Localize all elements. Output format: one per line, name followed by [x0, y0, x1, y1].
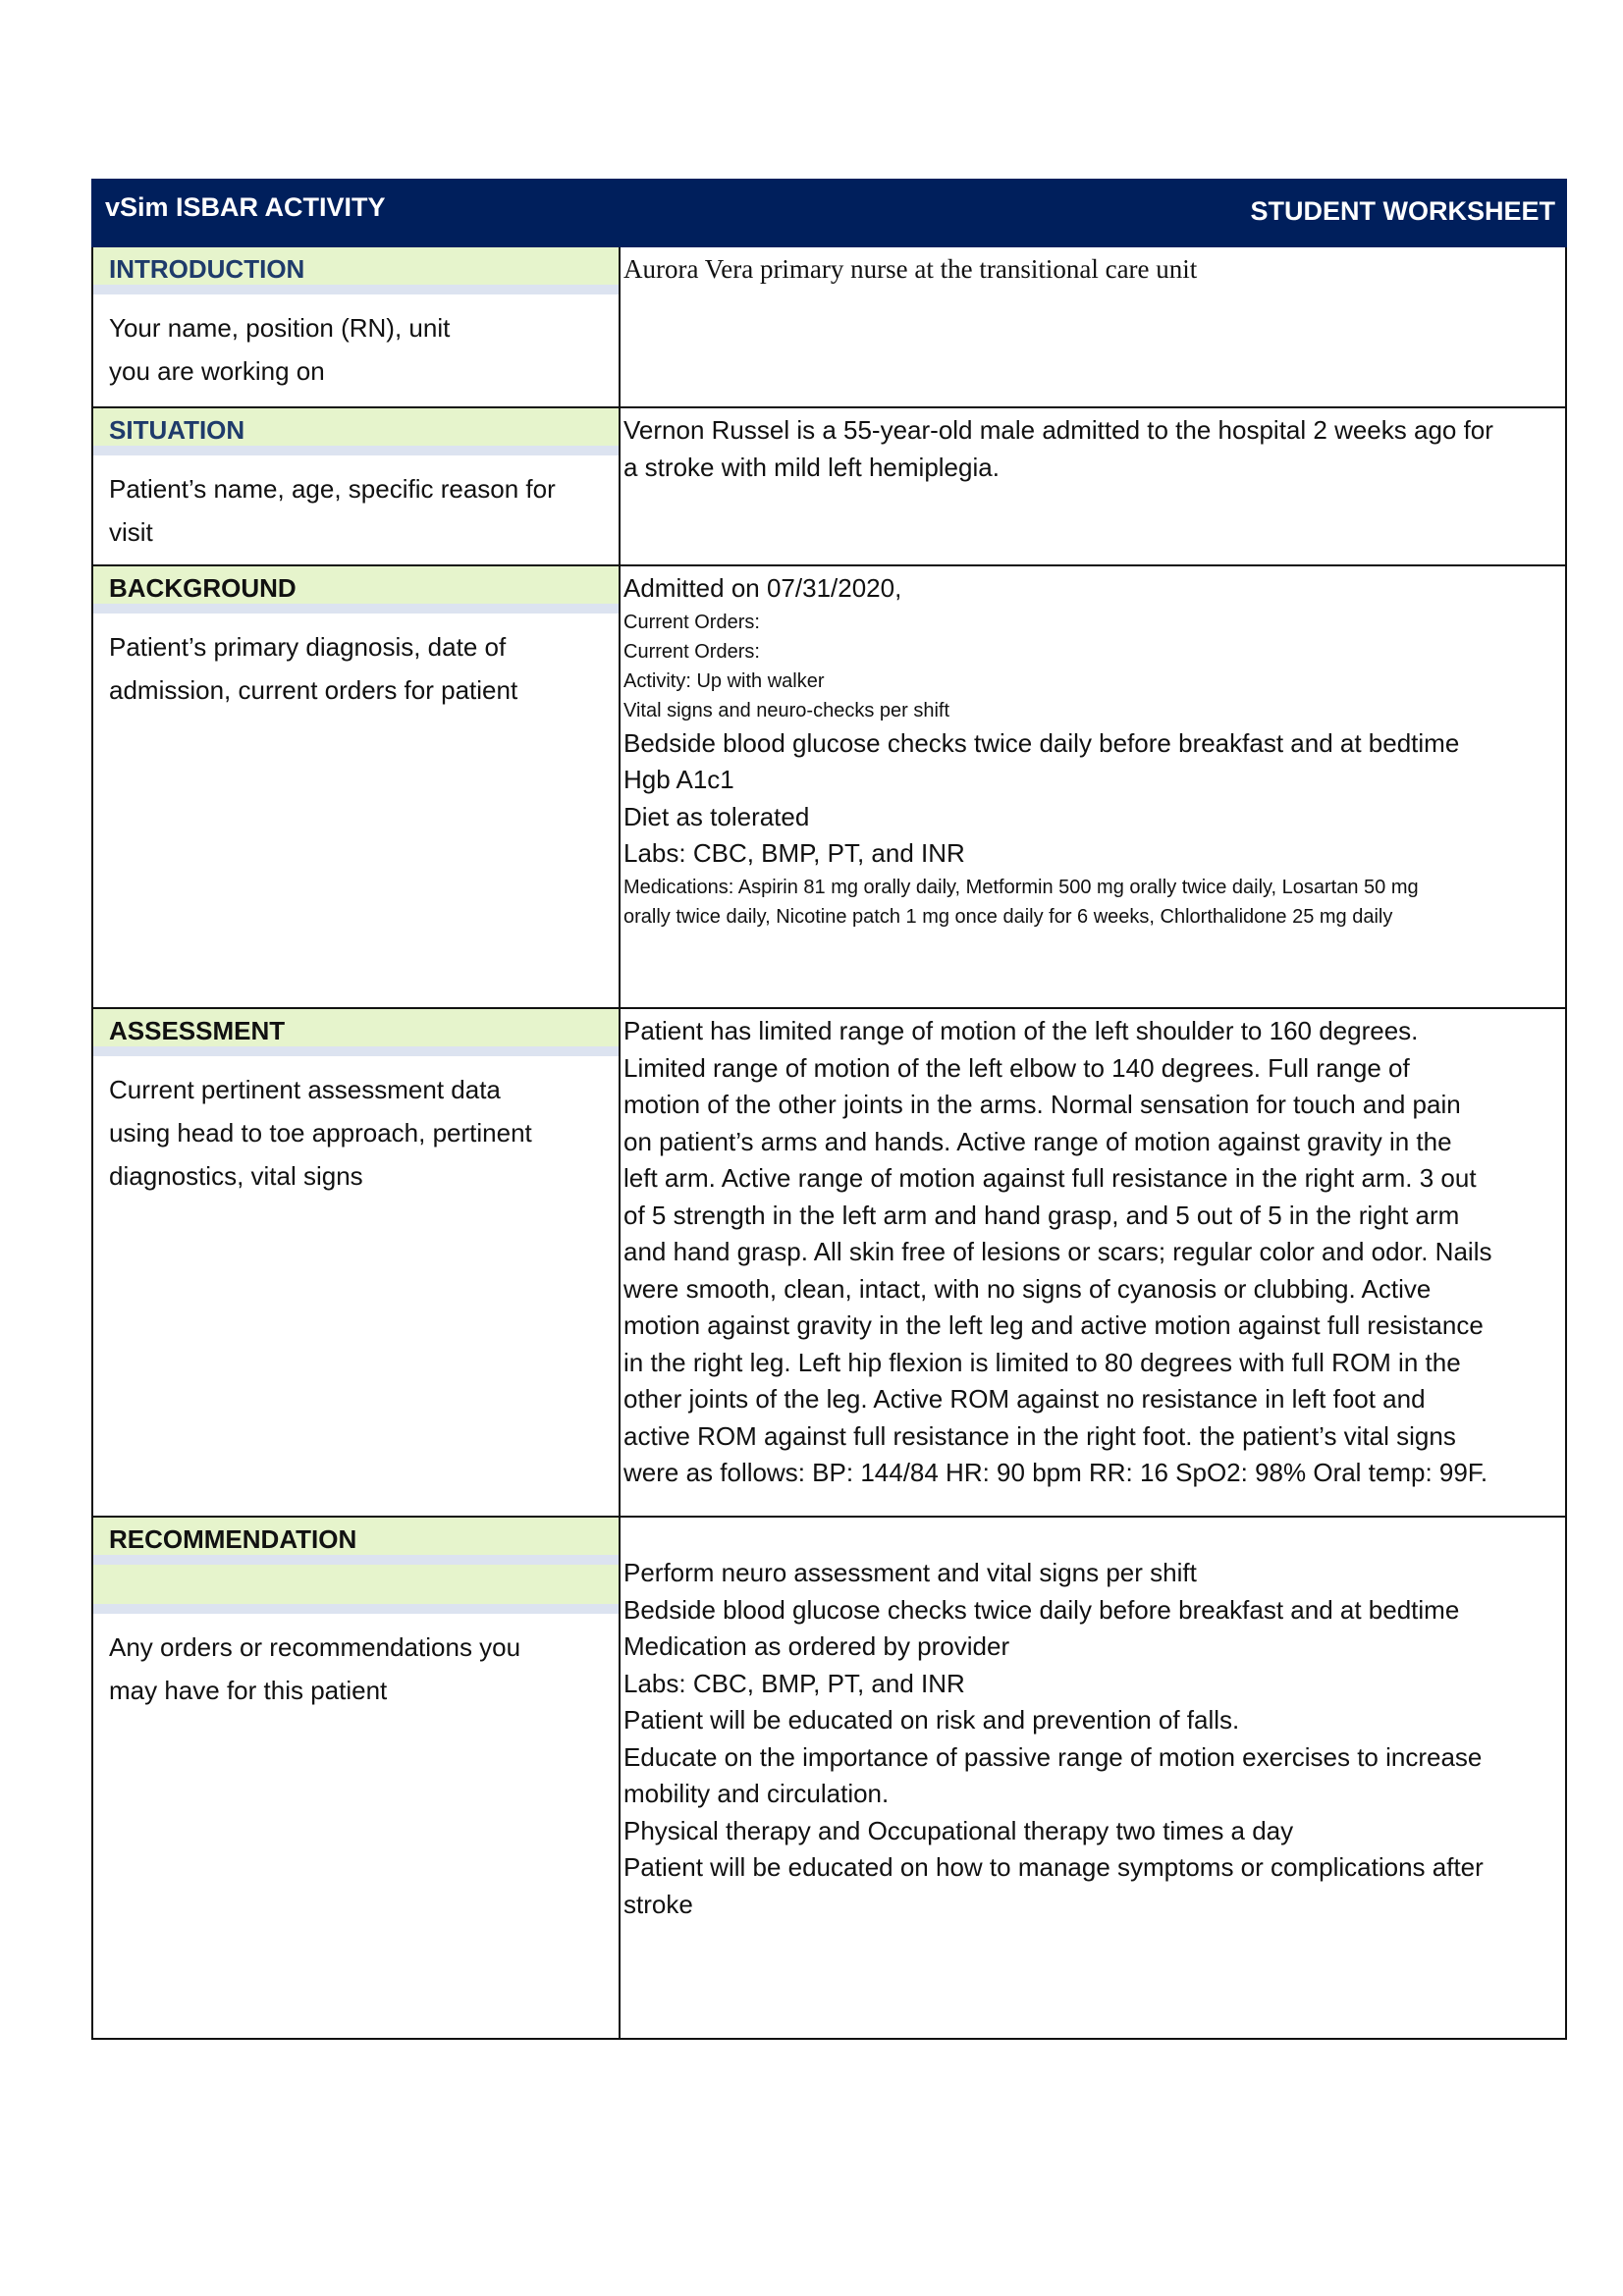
answer-line: were smooth, clean, intact, with no signs of cyanosis or clubbing. Active — [623, 1273, 1432, 1304]
section-label: BACKGROUND — [93, 566, 619, 604]
situation-row — [93, 406, 1565, 564]
section-description: Current pertinent assessment data using head to toe approach, pertinent diagnostics, vital signs — [109, 1075, 532, 1191]
answer-line: of 5 strength in the left arm and hand grasp, and 5 out of 5 in the right arm — [623, 1200, 1460, 1230]
answer-line: in the right leg. Left hip flexion is limited to 80 degrees with full ROM in the — [623, 1347, 1461, 1377]
answer-line: Perform neuro assessment and vital signs per shift — [623, 1558, 1197, 1587]
section-description: Patient’s name, age, specific reason for visit — [109, 474, 556, 547]
worksheet-header — [91, 179, 1567, 247]
assessment-answer[interactable] — [619, 1009, 1565, 1516]
answer-line: Patient has limited range of motion of the left shoulder to 160 degrees. — [623, 1016, 1419, 1045]
assessment-row — [93, 1007, 1565, 1516]
situation-answer[interactable]: Vernon Russel is a 55-year-old male admitted to the hospital 2 weeks ago for a stroke with mild left hemiplegia. — [619, 408, 1565, 564]
section-label: SITUATION — [93, 408, 619, 446]
answer-line: Physical therapy and Occupational therapy two times a day — [623, 1815, 1294, 1845]
answer-line: mobility and circulation. — [623, 1779, 890, 1808]
answer-line: Labs: CBC, BMP, PT, and INR — [623, 1668, 965, 1698]
answer-line: Patient will be educated on how to manage symptoms or complications after — [623, 1852, 1484, 1882]
introduction-row — [93, 247, 1565, 406]
section-description: Patient’s primary diagnosis, date of admission, current orders for patient — [109, 632, 518, 705]
answer-line: Medication as ordered by provider — [623, 1631, 1010, 1661]
answer-line: stroke — [623, 1889, 693, 1919]
background-row — [93, 564, 1565, 1007]
answer-line: Bedside blood glucose checks twice daily before breakfast and at bedtime — [623, 1594, 1460, 1625]
isbar-table — [91, 247, 1567, 2040]
section-label: ASSESSMENT — [93, 1009, 619, 1046]
answer-line: Limited range of motion of the left elbow to 140 degrees. Full range of — [623, 1052, 1410, 1083]
answer-line: left arm. Active range of motion against full resistance in the right arm. 3 out — [623, 1163, 1477, 1193]
answer-line: active ROM against full resistance in the right foot. the patient’s vital signs — [623, 1420, 1456, 1451]
answer-line: motion of the other joints in the arms. Normal sensation for touch and pain — [623, 1090, 1461, 1119]
recommendation-row — [93, 1516, 1565, 2040]
worksheet-subtitle: STUDENT WORKSHEET — [1250, 196, 1555, 226]
introduction-answer[interactable]: Aurora Vera primary nurse at the transitional care unit — [619, 247, 1565, 406]
activity-title: vSim ISBAR ACTIVITY — [105, 192, 386, 222]
recommendation-answer[interactable] — [619, 1518, 1565, 2040]
answer-line: were as follows: BP: 144/84 HR: 90 bpm RR: 16 SpO2: 98% Oral temp: 99F. — [623, 1458, 1488, 1487]
background-answer[interactable]: Admitted on 07/31/2020, Current Orders: Current Orders: Activity: Up with walker Vital signs and neuro-checks per shift Bedside blood glucose checks twice daily before breakfast and at bedtime Hgb A1c1 Diet as tolerated Labs: CBC, BMP, PT, and INR Medications: Aspirin 81 mg orally daily, Metformin 500 mg orally twice daily, Losartan 50 mg orally twice daily, Nicotine patch 1 mg once daily for 6 weeks, Chlorthalidone 25 mg daily — [619, 566, 1565, 1007]
section-description: Your name, position (RN), unit you are working on — [109, 313, 451, 386]
answer-line: and hand grasp. All skin free of lesions or scars; regular color and odor. Nails — [623, 1237, 1492, 1266]
section-description: Any orders or recommendations you may have for this patient — [109, 1632, 521, 1705]
answer-line: Patient will be educated on risk and prevention of falls. — [623, 1705, 1240, 1735]
answer-line: motion against gravity in the left leg and active motion against full resistance — [623, 1310, 1484, 1340]
section-label: RECOMMENDATION — [93, 1518, 619, 1555]
answer-line: Educate on the importance of passive range of motion exercises to increase — [623, 1741, 1483, 1772]
answer-line: other joints of the leg. Active ROM against no resistance in left foot and — [623, 1384, 1426, 1414]
section-label: INTRODUCTION — [93, 247, 619, 285]
answer-line: on patient’s arms and hands. Active range of motion against gravity in the — [623, 1126, 1452, 1156]
